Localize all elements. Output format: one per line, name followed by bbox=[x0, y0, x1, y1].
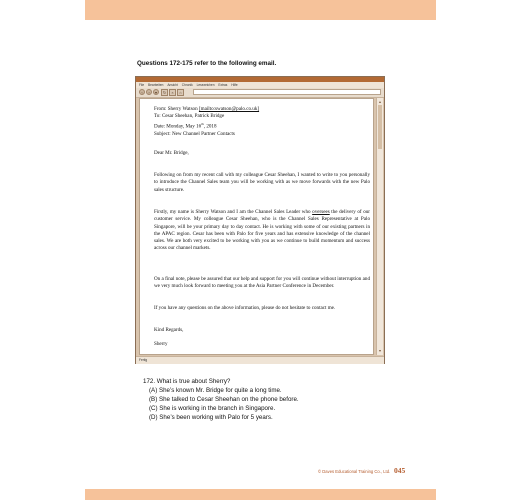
scroll-thumb[interactable] bbox=[378, 105, 382, 149]
option-b[interactable]: (B) She talked to Cesar Sheehan on the phone before. bbox=[149, 396, 299, 404]
option-a[interactable]: (A) She’s known Mr. Bridge for quite a long time. bbox=[149, 387, 282, 395]
email-paragraph-2 bbox=[154, 209, 370, 253]
from-label: From: Sherry Watson bbox=[154, 106, 199, 112]
back-icon[interactable]: ‹ bbox=[139, 89, 145, 95]
email-subject: Subject: New Channel Partner Contacts bbox=[154, 130, 235, 137]
email-paragraph-4: If you have any questions on the above information, please do not hesitate to contact me. bbox=[154, 305, 336, 311]
address-bar[interactable] bbox=[193, 89, 381, 95]
email-paragraph-3: On a final note, please be assured that our help and support for you will continue without interruption and we very much look forward to meeting you at the Asia Partner Conference in December. bbox=[154, 276, 370, 290]
questions-heading: Questions 172-175 refer to the following email. bbox=[137, 60, 277, 67]
email-greeting: Dear Mr. Bridge, bbox=[154, 150, 189, 156]
toolbar bbox=[136, 88, 384, 98]
menu-item-tools[interactable]: Extras bbox=[218, 83, 228, 87]
menu-item-help[interactable]: Hilfe bbox=[231, 83, 238, 87]
date-text: Date: Monday, May 16 bbox=[154, 123, 202, 130]
option-c[interactable]: (C) She is working in the branch in Singapore. bbox=[149, 405, 276, 413]
date-year: , 2018 bbox=[203, 123, 217, 130]
home-icon[interactable]: ⌂ bbox=[177, 89, 184, 96]
vertical-scrollbar[interactable] bbox=[376, 98, 383, 355]
menu-item-edit[interactable]: Bearbeiten bbox=[148, 83, 164, 87]
reload-icon[interactable]: ↻ bbox=[162, 90, 167, 95]
email-closing: Kind Regards, bbox=[154, 327, 184, 333]
scroll-up-icon[interactable]: ▴ bbox=[378, 99, 381, 104]
forward-icon[interactable]: › bbox=[146, 89, 152, 95]
question-block bbox=[143, 377, 299, 422]
option-d[interactable]: (D) She’s been working with Palo for 5 years. bbox=[149, 414, 273, 422]
footer-copyright: © Daves Educational Training Co., Ltd. bbox=[318, 469, 391, 474]
email-body bbox=[139, 98, 374, 355]
status-bar bbox=[136, 356, 384, 364]
email-date bbox=[154, 121, 369, 131]
question-stem: 172. What is true about Sherry? bbox=[143, 378, 231, 385]
stop-icon[interactable]: × bbox=[169, 89, 176, 96]
header-band bbox=[85, 0, 436, 20]
page-number: 045 bbox=[394, 466, 406, 475]
email-headers bbox=[154, 106, 369, 138]
email-paragraph-1: Following on from my recent call with my colleague Cesar Sheehan, I wanted to write to you personally to introduce the Channel Sales team you will be working with as we move forwards with the new Palo sales structure. bbox=[154, 172, 370, 193]
para2-start: Firstly, my name is Sherry Watson and I am the Channel Sales Leader who bbox=[154, 209, 313, 215]
date-suffix-sup: th bbox=[201, 121, 204, 126]
email-client-window bbox=[135, 76, 385, 364]
menu-item-view[interactable]: Ansicht bbox=[167, 83, 178, 87]
menu-item-history[interactable]: Chronik bbox=[181, 83, 193, 87]
para2-end: the delivery of our customer service. My colleague Cesar Sheehan, who is the Channel Sales Representative at Palo Singapore, will be your primary day to day contact. He is working with some of our existing partners in the APAC region. Cesar has been with Palo for five years and has extensive knowledge of the channel sales. We are both very excited to be working with you as we continue to build momentum and success across our channel markets. bbox=[154, 209, 370, 252]
email-from bbox=[154, 106, 369, 113]
scroll-down-icon[interactable]: ▾ bbox=[378, 348, 381, 353]
from-email-link[interactable]: [mailto:swatson@palo.co.uk] bbox=[198, 106, 260, 112]
status-text: Fertig bbox=[139, 358, 148, 362]
email-to: To: Cesar Sheehan, Patrick Bridge bbox=[154, 113, 225, 120]
footer-band bbox=[85, 489, 436, 500]
underlined-word: oversees bbox=[312, 209, 330, 215]
dropdown-icon[interactable]: ▾ bbox=[154, 90, 157, 95]
email-signature: Sherry bbox=[154, 341, 168, 347]
menu-item-file[interactable]: File bbox=[139, 83, 145, 87]
menu-item-bookmarks[interactable]: Lesezeichen bbox=[196, 83, 215, 87]
